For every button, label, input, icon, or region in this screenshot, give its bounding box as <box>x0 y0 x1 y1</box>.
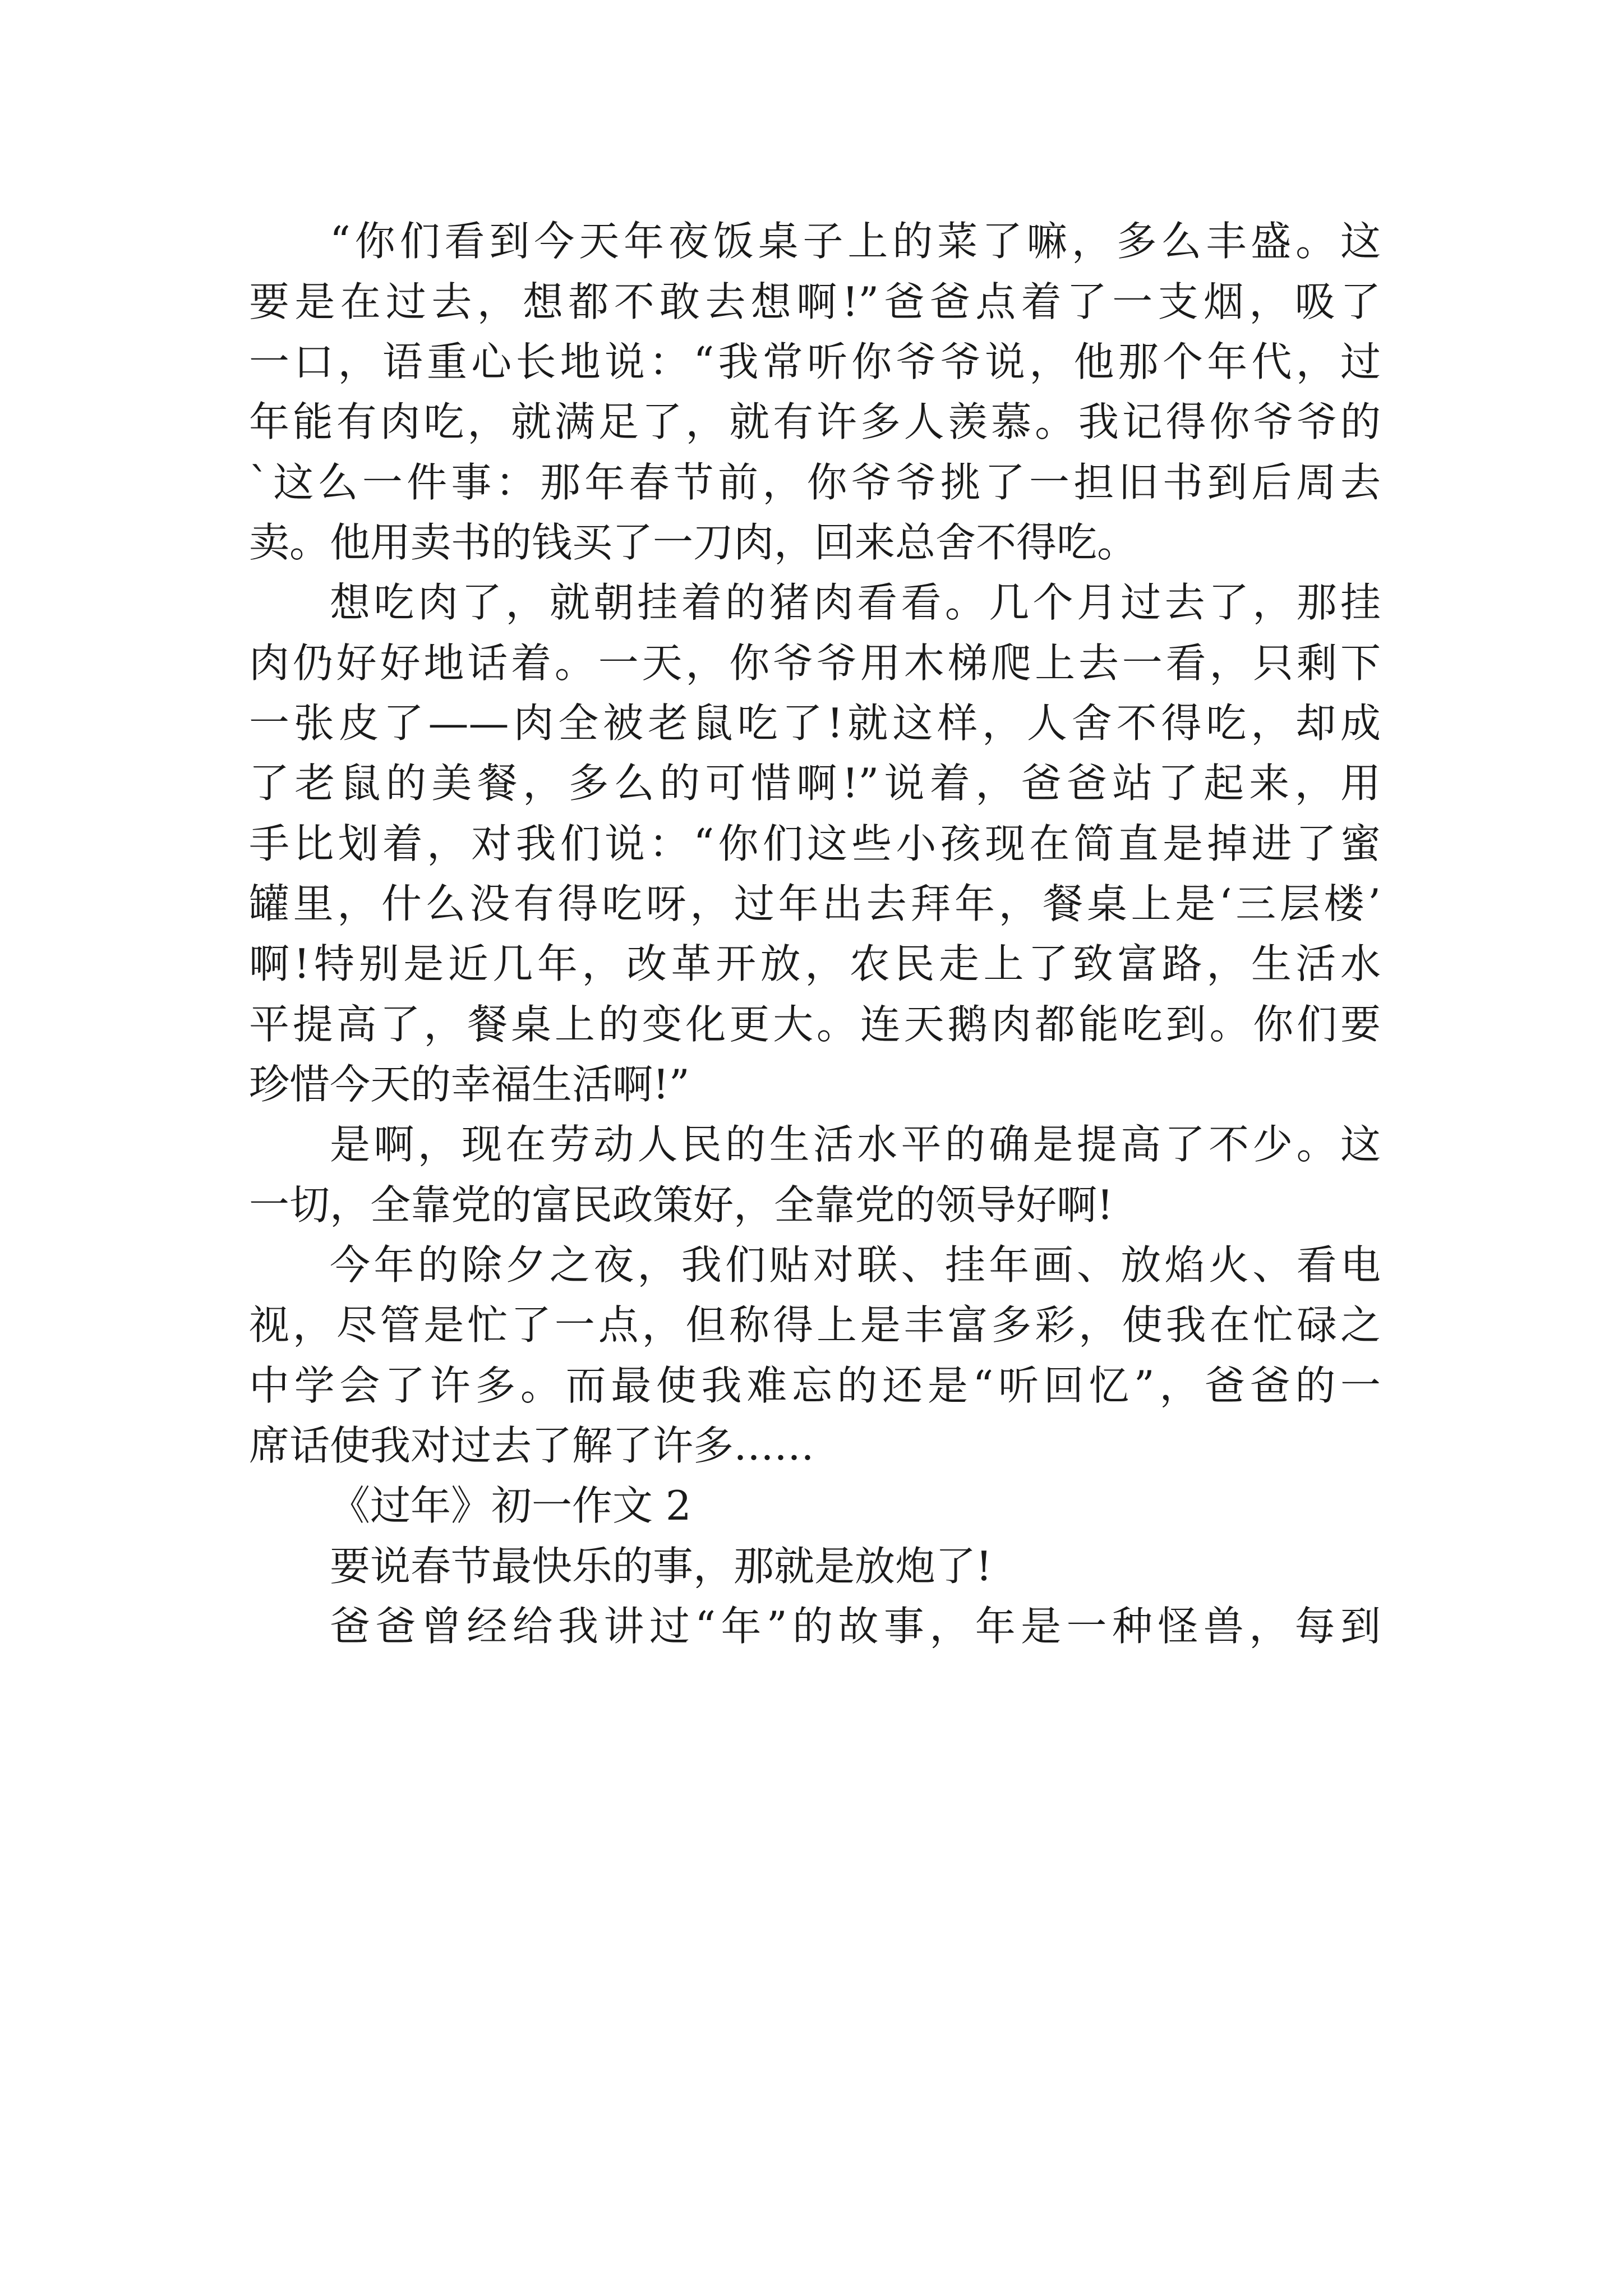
paragraph-3-line-2: 一切，全靠党的富民政策好，全靠党的领导好啊! <box>249 1181 1113 1228</box>
paragraph-2-line-7: 啊!特别是近几年，改革开放，农民走上了致富路，生活水 <box>249 940 1381 987</box>
paragraph-1-line-1: “你们看到今天年夜饭桌子上的菜了嘛，多么丰盛。这 <box>330 218 1381 265</box>
paragraph-2-line-1: 想吃肉了，就朝挂着的猪肉看看。几个月过去了，那挂 <box>330 579 1381 626</box>
paragraph-2-line-2: 肉仍好好地话着。一天，你爷爷用木梯爬上去一看，只剩下 <box>249 639 1381 687</box>
paragraph-1-line-5: `这么一件事：那年春节前，你爷爷挑了一担旧书到后周去 <box>249 459 1381 506</box>
paragraph-2-line-9: 珍惜今天的幸福生活啊!” <box>249 1061 690 1108</box>
paragraph-2-line-3: 一张皮了——肉全被老鼠吃了!就这样，人舍不得吃，却成 <box>249 700 1381 747</box>
paragraph-5-line-1: 要说春节最快乐的事，那就是放炮了! <box>330 1543 992 1590</box>
paragraph-1-line-6: 卖。他用卖书的钱买了一刀肉，回来总舍不得吃。 <box>249 519 1138 566</box>
paragraph-2-line-6: 罐里，什么没有得吃呀，过年出去拜年，餐桌上是‘三层楼’ <box>249 880 1381 927</box>
paragraph-4-line-4: 席话使我对过去了解了许多…… <box>249 1422 815 1469</box>
paragraph-2-line-4: 了老鼠的美餐，多么的可惜啊!”说着，爸爸站了起来，用 <box>249 760 1381 807</box>
paragraph-1-line-3: 一口，语重心长地说：“我常听你爷爷说，他那个年代，过 <box>249 338 1381 385</box>
paragraph-2-line-8: 平提高了，餐桌上的变化更大。连天鹅肉都能吃到。你们要 <box>249 1001 1381 1048</box>
paragraph-1-line-2: 要是在过去，想都不敢去想啊!”爸爸点着了一支烟，吸了 <box>249 278 1381 325</box>
paragraph-6-line-1: 爸爸曾经给我讲过“年”的故事，年是一种怪兽，每到 <box>330 1603 1381 1650</box>
paragraph-3-line-1: 是啊，现在劳动人民的生活水平的确是提高了不少。这 <box>330 1121 1381 1168</box>
paragraph-1-line-4: 年能有肉吃，就满足了，就有许多人羡慕。我记得你爷爷的 <box>249 398 1381 445</box>
paragraph-2-line-5: 手比划着，对我们说：“你们这些小孩现在简直是掉进了蜜 <box>249 820 1381 867</box>
section-heading: 《过年》初一作文 2 <box>330 1482 691 1529</box>
paragraph-4-line-3: 中学会了许多。而最使我难忘的还是“听回忆”，爸爸的一 <box>249 1362 1381 1409</box>
paragraph-4-line-1: 今年的除夕之夜，我们贴对联、挂年画、放焰火、看电 <box>330 1241 1381 1289</box>
paragraph-4-line-2: 视，尽管是忙了一点，但称得上是丰富多彩，使我在忙碌之 <box>249 1301 1381 1349</box>
